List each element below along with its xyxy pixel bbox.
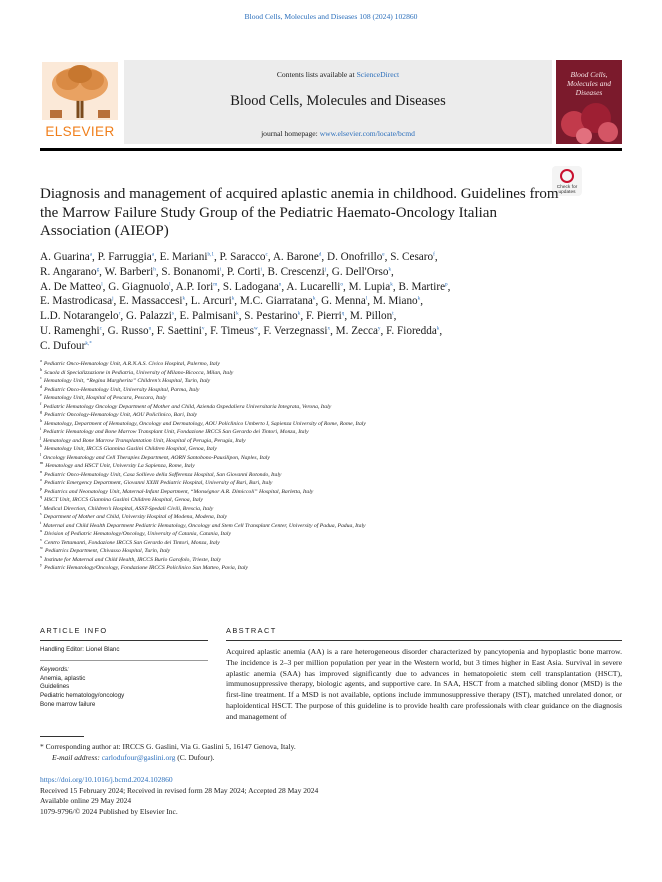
- author-name: E. Mariani: [159, 251, 208, 263]
- author-name: A. Guarina: [40, 251, 90, 263]
- affiliation-key: s: [40, 511, 42, 517]
- author[interactable]: [176, 281, 218, 293]
- affiliation: [40, 496, 610, 505]
- affiliation-text: Pediatric Emergency Department, Giovanni XXIII Pediatric Hospital, University of Bari, Bari, Italy: [44, 480, 273, 486]
- article-info-rule: [40, 640, 208, 641]
- masthead: [40, 60, 622, 148]
- affiliation-text: Hematology Unit, “Regina Margherita” Children’s Hospital, Turin, Italy: [43, 378, 211, 384]
- author-name: L.D. Notarangelo: [40, 310, 119, 323]
- keyword: Guidelines: [40, 683, 70, 691]
- author-line: [40, 339, 600, 354]
- affiliation-key: i: [40, 426, 42, 432]
- author[interactable]: [390, 251, 435, 263]
- author-affiliation-marker[interactable]: l: [101, 280, 103, 287]
- author[interactable]: [40, 340, 92, 352]
- author[interactable]: [268, 266, 327, 278]
- author-name: F. Saettini: [156, 324, 202, 337]
- author[interactable]: [263, 325, 330, 337]
- journal-cover-thumbnail[interactable]: [556, 60, 622, 144]
- author-name: F. Fioredda: [386, 324, 437, 337]
- author-name: P. Farruggia: [97, 251, 152, 263]
- affiliation-key: f: [40, 400, 42, 406]
- author-name: L. Arcuri: [190, 295, 232, 308]
- footnote-rule: [40, 736, 84, 737]
- author[interactable]: [398, 281, 447, 293]
- author[interactable]: [157, 325, 205, 337]
- author-list: [40, 250, 600, 354]
- affiliation: [40, 445, 610, 454]
- author-affiliation-marker[interactable]: a: [89, 251, 93, 258]
- corresponding-author-footnote: [40, 742, 296, 763]
- journal-header-box: [124, 60, 552, 144]
- affiliation-text: Pediatric Hematology and Bone Marrow Transplant Unit, Fondazione IRCCS San Gerardo dei Tintori, Monza, Italy: [43, 429, 309, 435]
- author-name: P. Corti: [226, 265, 261, 278]
- sciencedirect-link[interactable]: ScienceDirect: [356, 70, 400, 79]
- author[interactable]: [108, 325, 152, 337]
- author-affiliation-marker[interactable]: w: [253, 325, 258, 332]
- author-affiliation-marker[interactable]: s: [171, 310, 174, 317]
- affiliation: [40, 479, 610, 488]
- handling-editor-rule: [40, 660, 208, 661]
- author[interactable]: [160, 251, 214, 263]
- affiliation-text: Department of Mother and Child, University Hospital of Modena, Modena, Italy: [43, 514, 228, 520]
- publication-info: [40, 775, 318, 817]
- affiliation-key: n: [40, 468, 43, 474]
- author[interactable]: [244, 310, 300, 322]
- author-name: B. Crescenzi: [267, 265, 325, 278]
- author-affiliation-marker[interactable]: j: [112, 295, 114, 302]
- author-line: U. Ramenghi$^c$, G. Russo$^u$, F. Saettini$^v$, F. Timeus$^w$, F. Verzegnassi$^x$, M. Zecca$^y$, F. Fioredda$^k$,: [40, 324, 443, 337]
- author-affiliation-marker[interactable]: n: [278, 280, 282, 287]
- affiliation-text: Scuola di Specializzazione in Pediatria, University of Milano-Bicocca, Milan, Italy: [44, 369, 234, 376]
- author-name: F. Verzegnassi: [263, 324, 328, 337]
- author-affiliation-marker[interactable]: c: [99, 325, 102, 332]
- affiliation-text: Hematology Unit, Hospital of Pescara, Pescara, Italy: [43, 395, 167, 401]
- affiliation-text: Hematology, Department of Hematology, Oncology and Dermatology, AOU Policlinico Umberto I, Sapienza University of Rome, Rome, Italy: [44, 420, 366, 427]
- abstract-heading: ABSTRACT: [226, 626, 277, 635]
- author-affiliation-marker[interactable]: k: [312, 295, 316, 302]
- author-affiliation-marker[interactable]: l: [365, 295, 368, 302]
- check-for-updates-line2: updates: [558, 190, 576, 196]
- article-info-heading: ARTICLE INFO: [40, 626, 108, 635]
- author-affiliation-marker[interactable]: u: [148, 325, 152, 332]
- author-name: W. Barberi: [104, 265, 154, 278]
- author-name: S. Pestarino: [244, 310, 298, 323]
- author-name: G. Dell'Orso: [331, 265, 389, 278]
- homepage-prefix: journal homepage:: [261, 129, 320, 138]
- author-name: G. Menna: [321, 295, 366, 308]
- author-name: M. Zecca: [335, 324, 378, 337]
- journal-title: Blood Cells, Molecules and Diseases: [230, 93, 446, 109]
- author[interactable]: [273, 251, 322, 263]
- affiliation-key: x: [40, 553, 43, 559]
- affiliation-text: Pediatrics Department, Chivasso Hospital, Turin, Italy: [45, 548, 171, 554]
- affiliation: [40, 462, 610, 471]
- affiliation-list: [40, 360, 610, 573]
- author-name: G. Giagnuolo: [108, 280, 170, 293]
- affiliation: [40, 564, 610, 573]
- author[interactable]: [240, 295, 316, 307]
- affiliation: [40, 530, 610, 539]
- affiliation-text: Hematology and HSCT Unit, University La Sapienza, Rome, Italy: [45, 463, 195, 469]
- affiliation-key: b: [40, 366, 43, 372]
- journal-reference[interactable]: Blood Cells, Molecules and Diseases 108 (2024) 102860: [244, 12, 418, 21]
- affiliation-key: t: [40, 519, 42, 525]
- author-name: S. Ladogana: [222, 280, 279, 293]
- author-name: A. Lucarelli: [286, 280, 341, 293]
- affiliation: [40, 360, 610, 369]
- author-affiliation-marker[interactable]: k: [417, 295, 421, 302]
- author[interactable]: [306, 310, 344, 322]
- affiliation-key: y: [40, 562, 43, 568]
- affiliation-text: Hematology Unit, IRCCS Giannina Gaslini Children Hospital, Genoa, Italy: [44, 446, 217, 452]
- author-affiliation-marker[interactable]: q: [341, 310, 345, 317]
- author-name: G. Palazzi: [125, 310, 172, 323]
- author[interactable]: [98, 251, 154, 263]
- masthead-rule: [40, 148, 622, 151]
- keyword: Pediatric hematology/oncology: [40, 692, 125, 700]
- contents-line: [124, 70, 552, 79]
- author[interactable]: [336, 325, 381, 337]
- author[interactable]: [220, 251, 268, 263]
- affiliation-text: Hematology and Bone Marrow Transplantation Unit, Hospital of Perugia, Perugia, Italy: [43, 437, 246, 444]
- email-suffix: (C. Dufour).: [177, 752, 215, 762]
- author[interactable]: [119, 295, 185, 307]
- author-affiliation-marker[interactable]: y: [377, 325, 381, 332]
- author-line: A. Guarina$^a$, P. Farruggia$^a$, E. Mariani$^{b,1}$, P. Saracco$^c$, A. Barone$^d$, D. Onofrillo$^e$, S. Cesaro$^f$,: [40, 251, 438, 263]
- author[interactable]: [350, 310, 394, 322]
- affiliation-key: h: [40, 417, 43, 423]
- author-affiliation-marker[interactable]: c: [265, 251, 268, 258]
- affiliation-text: Pediatric Hematology/Oncology, Fondazione IRCCS Policlinico San Matteo, Pavia, Italy: [44, 565, 249, 571]
- author-affiliation-marker[interactable]: j: [324, 266, 327, 273]
- author-name: B. Martire: [398, 280, 446, 293]
- author[interactable]: [105, 266, 156, 278]
- copyright: 1079-9796/© 2024 Published by Elsevier Inc.: [40, 806, 178, 816]
- received-dates: Received 15 February 2024; Received in revised form 28 May 2024; Accepted 28 May 2024: [40, 785, 319, 795]
- author[interactable]: [40, 295, 114, 307]
- author[interactable]: [40, 281, 103, 293]
- email-link[interactable]: carlodufour@gaslini.org: [101, 752, 176, 762]
- affiliation-text: Pediatrics and Neonatology Unit, Maternal-Infant Department, “Monségnor A.R. Dimiccoli” Hospital, Barletta, Italy: [44, 488, 314, 495]
- keywords-block: [40, 666, 124, 710]
- affiliation-key: e: [40, 392, 42, 398]
- author-name: M. Pillon: [349, 310, 393, 323]
- cover-title: Blood Cells, Molecules and Diseases: [567, 70, 611, 97]
- cover-art-icon: [556, 98, 622, 144]
- author[interactable]: [210, 325, 258, 337]
- author[interactable]: [227, 266, 262, 278]
- affiliation-key: v: [40, 536, 43, 542]
- author-affiliation-marker[interactable]: l: [169, 280, 171, 287]
- author[interactable]: [126, 310, 174, 322]
- handling-editor: Handling Editor: Lionel Blanc: [40, 646, 120, 653]
- elsevier-tree-icon: [42, 62, 118, 120]
- affiliation-key: j: [40, 434, 42, 440]
- affiliation-text: Oncology Hematology and Cell Therapies Department, AORN Santobono-Pausilipon, Naples, Italy: [43, 454, 270, 461]
- author-affiliation-marker[interactable]: p: [445, 280, 448, 287]
- author[interactable]: [191, 295, 235, 307]
- affiliation-text: Centro Tettamanti, Fondazione IRCCS San Gerardo dei Tintori, Monza, Italy: [44, 539, 220, 546]
- affiliation-text: Institute for Maternal and Child Health, IRCCS Burlo Garofolo, Trieste, Italy: [44, 556, 221, 563]
- affiliation-key: q: [40, 494, 43, 500]
- check-for-updates-line1: Check for: [556, 185, 578, 190]
- affiliation-key: d: [40, 383, 43, 389]
- author-name: F. Pierri: [305, 310, 342, 323]
- author-affiliation-marker[interactable]: b,1: [207, 251, 214, 258]
- publisher-name: ELSEVIER: [45, 124, 115, 139]
- paper-title: Diagnosis and management of acquired aplastic anemia in childhood. Guidelines from the Marrow Failure Study Group of the Pediatric Haemato-Oncology Italian Association (AIEOP): [40, 186, 559, 239]
- author-affiliation-marker[interactable]: h: [153, 266, 156, 273]
- author-affiliation-marker[interactable]: a: [151, 251, 155, 258]
- author-affiliation-marker[interactable]: g: [96, 266, 100, 273]
- affiliation-text: Pediatric Onco-Hematology Unit, Casa Sollievo della Sofferenza Hospital, San Giovanni Rotondo, Italy: [44, 471, 282, 478]
- author-affiliation-marker[interactable]: i: [260, 266, 262, 273]
- author-name: G. Russo: [107, 324, 149, 337]
- author[interactable]: [327, 251, 385, 263]
- abstract-text: Acquired aplastic anemia (AA) is a rare heterogeneous disorder characterized by pancytopenia and hypoplastic bone marrow. The incidence is 2–3 per million population per year in the Western world, but 3 times higher in East Asia. Survival in severe aplastic anemia (SAA) has improved significantly due to advances in hematopoietic stem cell transplantation (HSCT), immunosuppressive therapy, biologic agents, and supportive care. In SAA, HSCT from a matched sibling donor (MSD) is the first-line treatment. If a MSD is not available, options include immunosuppressive therapy (IST), matched unrelated donor, or haploidentical HSCT. The purpose of this guideline is to provide health care professionals with clear guidance on the diagnosis and management of: [226, 647, 622, 721]
- author-affiliation-marker[interactable]: d: [318, 251, 322, 258]
- author-line: L.D. Notarangelo$^r$, G. Palazzi$^s$, E. Palmisani$^k$, S. Pestarino$^k$, F. Pierri$^q$, M. Pillon$^t$,: [40, 310, 397, 323]
- affiliation-text: Pediatric Oncology-Hematology Unit, AOU Policlinico, Bari, Italy: [44, 412, 198, 418]
- author-name: M.C. Giarratana: [239, 295, 313, 308]
- keywords-label: Keywords:: [40, 666, 69, 673]
- email-label: E-mail address:: [52, 752, 100, 762]
- doi-link[interactable]: https://doi.org/10.1016/j.bcmd.2024.102860: [40, 775, 173, 784]
- author-name: A.P. Iori: [175, 280, 214, 293]
- author-name: R. Angarano: [40, 265, 97, 278]
- author-name: F. Timeus: [210, 324, 254, 337]
- author-line: E. Mastrodicasa$^j$, E. Massaccesi$^k$, L. Arcuri$^k$, M.C. Giarratana$^k$, G. Menna$^l$, M. Miano$^k$,: [40, 295, 424, 308]
- affiliation-key: l: [40, 451, 42, 457]
- affiliation: [40, 377, 610, 386]
- author-affiliation-marker[interactable]: k,*: [85, 340, 92, 347]
- author-name: E. Massaccesi: [119, 295, 183, 308]
- author[interactable]: [108, 281, 170, 293]
- author-affiliation-marker[interactable]: o: [340, 280, 344, 287]
- affiliation-key: c: [40, 375, 42, 381]
- abstract-rule: [226, 640, 622, 641]
- author-affiliation-marker[interactable]: x: [327, 325, 331, 332]
- author[interactable]: [332, 266, 391, 278]
- affiliation-text: Pediatric Onco-Hematology Unit, University Hospital, Parma, Italy: [44, 386, 200, 393]
- affiliation-key: g: [40, 409, 43, 415]
- contents-prefix: Contents lists available at: [276, 70, 357, 79]
- affiliation-key: u: [40, 528, 43, 534]
- author[interactable]: [40, 310, 120, 322]
- author-affiliation-marker[interactable]: k: [182, 295, 186, 302]
- author-name: A. Barone: [272, 251, 319, 263]
- author-name: M. Miano: [372, 295, 418, 308]
- affiliation: [40, 411, 610, 420]
- author-affiliation-marker[interactable]: k: [297, 310, 301, 317]
- author[interactable]: [386, 325, 439, 337]
- affiliation-text: Pediatric Hematology Oncology Department of Mother and Child, Azienda Ospedaliera Universitaria Integrata, Verona, Italy: [43, 403, 332, 410]
- affiliation: [40, 394, 610, 403]
- affiliation: [40, 513, 610, 522]
- author-name: S. Cesaro: [390, 251, 434, 263]
- author[interactable]: [40, 251, 92, 263]
- author-affiliation-marker[interactable]: r: [118, 310, 121, 317]
- author-name: M. Lupia: [348, 280, 391, 293]
- author-affiliation-marker[interactable]: i: [219, 266, 222, 273]
- author-affiliation-marker[interactable]: k: [231, 295, 235, 302]
- author-name: D. Onofrillo: [326, 251, 383, 263]
- corresponding-author-address: Corresponding author at: IRCCS G. Gaslini, Via G. Gaslini 5, 16147 Genova, Italy.: [45, 742, 296, 751]
- author-name: A. De Matteo: [40, 280, 102, 293]
- author-affiliation-marker[interactable]: k: [388, 266, 392, 273]
- author-name: E. Palmisani: [179, 310, 237, 323]
- affiliation-text: Medical Direction, Children’s Hospital, ASST-Spedali Civili, Brescia, Italy: [43, 505, 214, 512]
- homepage-line: [124, 129, 552, 138]
- author-affiliation-marker[interactable]: f: [433, 251, 435, 258]
- author[interactable]: [40, 325, 102, 337]
- affiliation-key: k: [40, 443, 43, 449]
- author-line: A. De Matteo$^l$, G. Giagnuolo$^l$, A.P. Iori$^m$, S. Ladogana$^n$, A. Lucarelli$^o$, M. Lupia$^k$, B. Martire$^p$,: [40, 280, 451, 293]
- affiliation-key: o: [40, 477, 43, 483]
- author-affiliation-marker[interactable]: t: [392, 310, 394, 317]
- elsevier-logo[interactable]: [40, 60, 120, 144]
- author-affiliation-marker[interactable]: k: [436, 325, 440, 332]
- homepage-link[interactable]: www.elsevier.com/locate/bcmd: [319, 129, 415, 138]
- affiliation-text: Pediatric Onco-Hematology Unit, A.R.N.A.S. Civico Hospital, Palermo, Italy: [43, 361, 220, 367]
- affiliation-key: m: [40, 460, 44, 466]
- footnote-marker: *: [40, 742, 44, 751]
- author-affiliation-marker[interactable]: m: [213, 280, 218, 287]
- author[interactable]: [223, 281, 282, 293]
- affiliation: [40, 547, 610, 556]
- affiliation-text: Division of Pediatric Hematology/Oncology, University of Catania, Catania, Italy: [44, 531, 231, 537]
- affiliation-key: w: [40, 545, 44, 551]
- affiliation-text: Maternal and Child Health Department Pediatric Hematology, Oncology and Stem Cell Transplant Center, University of Padua, Padua, Italy: [43, 522, 366, 529]
- author[interactable]: [180, 310, 239, 322]
- keyword: Bone marrow failure: [40, 700, 96, 708]
- author[interactable]: [321, 295, 367, 307]
- author[interactable]: [40, 266, 99, 278]
- affiliation-key: p: [40, 485, 43, 491]
- author-name: P. Saracco: [219, 251, 266, 263]
- author-affiliation-marker[interactable]: k: [236, 310, 239, 317]
- author-name: C. Dufour: [40, 339, 86, 352]
- affiliation-key: r: [40, 502, 42, 508]
- affiliation-text: HSCT Unit, IRCCS Giannina Gaslini Children Hospital, Genoa, Italy: [44, 497, 203, 503]
- available-online: Available online 29 May 2024: [40, 796, 132, 805]
- author-name: E. Mastrodicasa: [40, 295, 113, 308]
- author-affiliation-marker[interactable]: e: [382, 251, 385, 258]
- author-line: R. Angarano$^g$, W. Barberi$^h$, S. Bonanomi$^i$, P. Corti$^i$, B. Crescenzi$^j$, G. Dell'Orso$^k$,: [40, 265, 394, 278]
- author-name: S. Bonanomi: [161, 265, 220, 278]
- affiliation: [40, 428, 610, 437]
- crossmark-icon: [560, 169, 574, 183]
- author[interactable]: [349, 281, 393, 293]
- author-name: U. Ramenghi: [40, 324, 100, 337]
- author[interactable]: [286, 281, 343, 293]
- author-affiliation-marker[interactable]: v: [201, 325, 205, 332]
- keyword: Anemia, aplastic: [40, 674, 86, 682]
- author[interactable]: [373, 295, 420, 307]
- author-affiliation-marker[interactable]: k: [390, 280, 393, 287]
- affiliation-key: a: [40, 358, 42, 364]
- author[interactable]: [161, 266, 221, 278]
